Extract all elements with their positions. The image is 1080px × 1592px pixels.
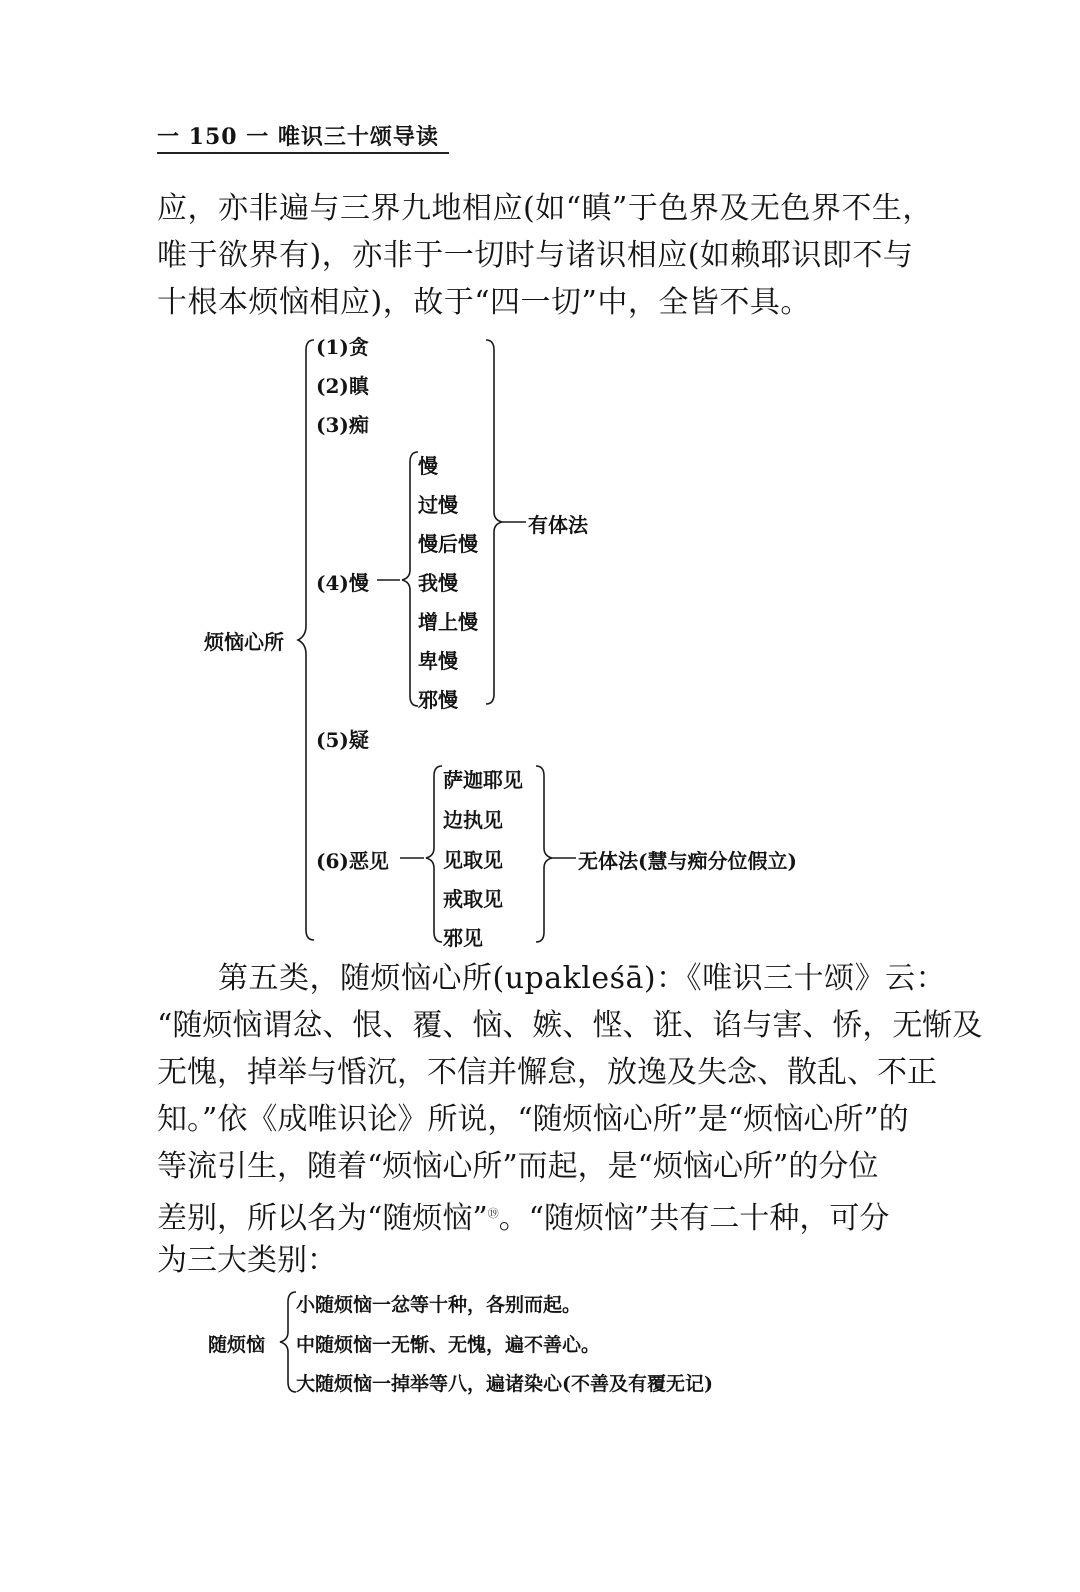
item-wrong-view: (6)恶见 [316,849,389,873]
item-greed: (1)贪 [316,335,369,359]
view-subtype: 邪见 [443,926,483,950]
view-subtype: 戒取见 [443,887,503,911]
item-ignorance: (3)痴 [316,413,369,437]
section5-line-6 [157,1190,889,1242]
diagram2-root-label: 随烦恼 [208,1334,266,1356]
section5-line-3: 无愧，掉举与惛沉，不信并懈怠，放逸及失念、散乱、不正 [157,1055,937,1090]
middle-secondary-afflictions: 中随烦恼一无惭、无愧，遍不善心。 [296,1334,601,1356]
footnote-marker: ⑲ [487,1207,499,1220]
man-subtype: 慢 [418,454,438,478]
diagram-root-label: 烦恼心所 [204,630,284,654]
label-unreal-dharma: 无体法(慧与痴分位假立) [578,849,797,873]
man-subtype: 慢后慢 [418,532,478,556]
view-subtype: 萨迦耶见 [443,768,523,792]
minor-secondary-afflictions: 小随烦恼一忿等十种，各别而起。 [296,1294,582,1316]
section5-line-7: 为三大类别： [157,1243,337,1278]
label-real-dharma: 有体法 [528,513,588,537]
man-subtype: 增上慢 [418,610,478,634]
view-subtype: 见取见 [443,848,503,872]
man-subtype: 过慢 [418,493,458,517]
man-subtype: 我慢 [418,571,458,595]
item-doubt: (5)疑 [316,728,369,752]
item-pride: (4)慢 [316,571,369,595]
running-header: 一 150 一 唯识三十颂导读 [157,124,439,150]
section5-line-6b: 。“随烦恼”共有二十种，可分 [498,1201,890,1236]
intro-line-3: 十根本烦恼相应)，故于“四一切”中，全皆不具。 [157,285,811,320]
section5-line-6a: 差别，所以名为“随烦恼” [157,1201,488,1236]
view-subtype: 边执见 [443,808,503,832]
intro-line-2: 唯于欲界有)，亦非于一切时与诸识相应(如赖耶识即不与 [157,238,914,273]
item-anger: (2)瞋 [316,374,369,398]
section5-line-5: 等流引生，随着“烦恼心所”而起，是“烦恼心所”的分位 [157,1149,879,1184]
major-secondary-afflictions: 大随烦恼一掉举等八，遍诸染心(不善及有覆无记) [296,1373,713,1395]
intro-line-1: 应，亦非遍与三界九地相应(如“瞋”于色界及无色界不生， [157,191,933,226]
section5-line-2: “随烦恼谓忿、恨、覆、恼、嫉、悭、诳、谄与害、㤭，无惭及 [157,1008,983,1043]
man-subtype: 邪慢 [418,688,458,712]
man-subtype: 卑慢 [418,649,458,673]
section5-line-4: 知。”依《成唯识论》所说，“随烦恼心所”是“烦恼心所”的 [157,1102,909,1137]
section5-line-1: 第五类，随烦恼心所(upakleśā)：《唯识三十颂》云： [218,961,947,996]
